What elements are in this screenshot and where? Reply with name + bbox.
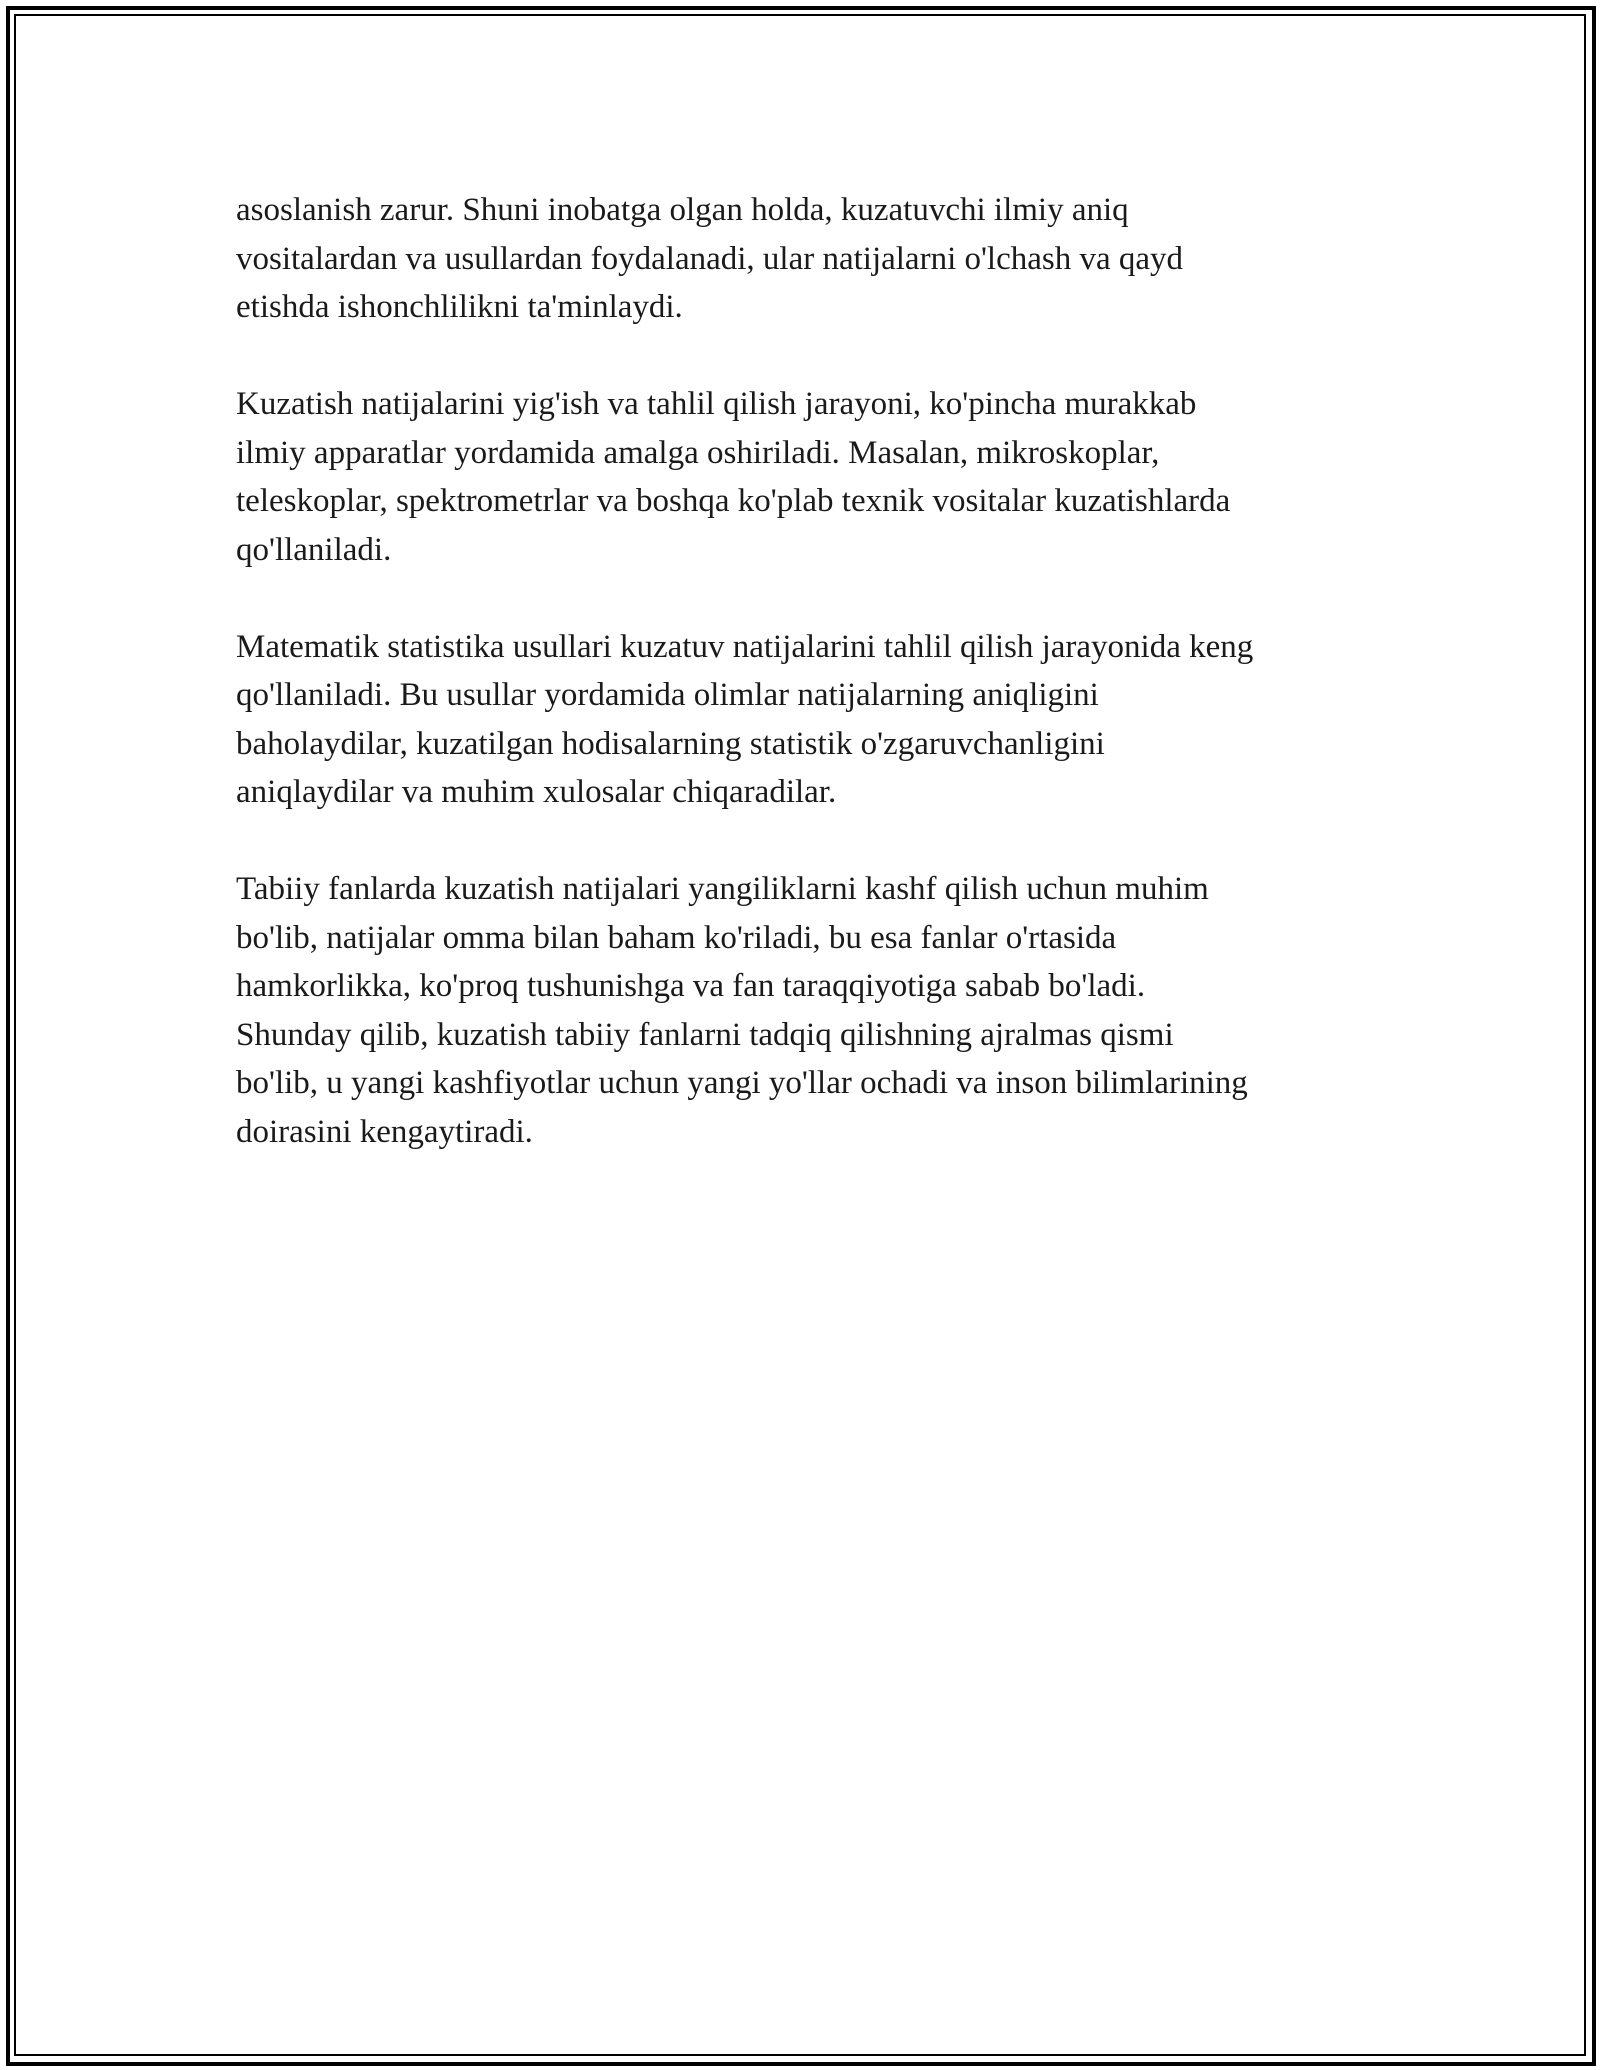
paragraph-1: asoslanish zarur. Shuni inobatga olgan holda, kuzatuvchi ilmiy aniq vositalardan va usullardan foydalanadi, ular natijalarni o'lchash va qayd etishda ishonchlilikni ta'minlaydi. xyxy=(236,192,1184,325)
paragraph-4: Tabiiy fanlarda kuzatish natijalari yangiliklarni kashf qilish uchun muhim bo'lib, natijalar omma bilan baham ko'riladi, bu esa fanlar o'rtasida hamkorlikka, ko'proq tushunishga va fan taraqqiyotiga sabab bo'ladi. Shunday qilib, kuzatish tabiiy fanlarni tadqiq qilishning ajralmas qismi bo'lib, u yangi kashfiyotlar uchun yangi yo'llar ochadi va inson bilimlarining doirasini kengaytiradi. xyxy=(236,871,1248,1150)
paragraph-2: Kuzatish natijalarini yig'ish va tahlil qilish jarayoni, ko'pincha murakkab ilmiy apparatlar yordamida amalga oshiriladi. Masalan, mikroskoplar, teleskoplar, spektrometrlar va boshqa ko'plab texnik vositalar kuzatishlarda qo'llaniladi. xyxy=(236,386,1231,568)
document-body xyxy=(236,186,1386,1205)
paragraph-3: Matematik statistika usullari kuzatuv natijalarini tahlil qilish jarayonida keng qo'llaniladi. Bu usullar yordamida olimlar natijalarning aniqligini baholaydilar, kuzatilgan hodisalarning statistik o'zgaruvchanligini aniqlaydilar va muhim xulosalar chiqaradilar. xyxy=(236,628,1254,810)
